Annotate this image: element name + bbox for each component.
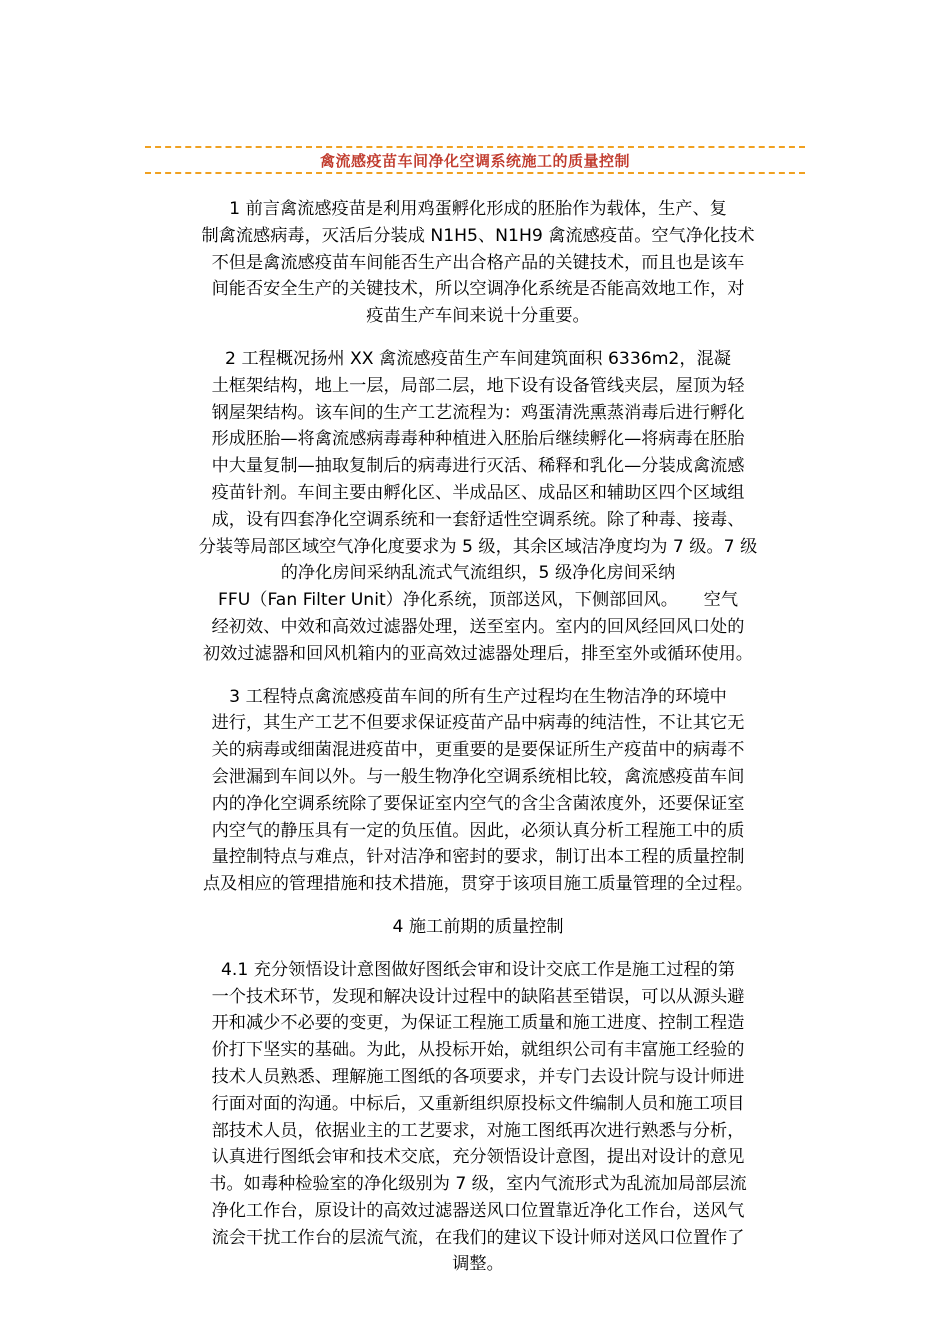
paragraph-line: FFU（Fan Filter Unit）净化系统，顶部送风，下侧部回风。 空气 — [217, 590, 739, 611]
document-body — [148, 196, 808, 1294]
paragraph-line: 进行，其生产工艺不但要求保证疫苗产品中病毒的纯洁性，不让其它无 — [211, 713, 745, 734]
title-top-rule — [145, 146, 805, 148]
paragraph-line: 疫苗生产车间来说十分重要。 — [366, 306, 590, 327]
paragraph-line: 土框架结构，地上一层，局部二层，地下设有设备管线夹层，屋顶为轻 — [211, 375, 745, 396]
paragraph-line: 初效过滤器和回风机箱内的亚高效过滤器处理后，排至室外或循环使用。 — [202, 643, 753, 664]
paragraph-line: 1 前言禽流感疫苗是利用鸡蛋孵化形成的胚胎作为载体，生产、复 — [229, 199, 727, 219]
paragraph-line: 分装等局部区域空气净化度要求为 5 级，其余区域洁净度均为 7 级。7 级 — [198, 536, 758, 557]
paragraph-line: 净化工作台，原设计的高效过滤器送风口位置靠近净化工作台，送风气 — [211, 1200, 745, 1221]
paragraph-line: 价打下坚实的基础。为此，从投标开始，就组织公司有丰富施工经验的 — [211, 1040, 745, 1061]
paragraph-line: 4.1 充分领悟设计意图做好图纸会审和设计交底工作是施工过程的第 — [220, 959, 736, 980]
paragraph-line: 3 工程特点禽流感疫苗车间的所有生产过程均在生物洁净的环境中 — [229, 686, 727, 707]
paragraph-line: 2 工程概况扬州 XX 禽流感疫苗生产车间建筑面积 6336m2，混凝 — [225, 348, 731, 369]
paragraph-line: 内的净化空调系统除了要保证室内空气的含尘含菌浓度外，还要保证室 — [211, 793, 745, 814]
paragraph-line: 不但是禽流感疫苗车间能否生产出合格产品的关键技术，而且也是该车 — [211, 252, 745, 273]
paragraph-line: 成，设有四套净化空调系统和一套舒适性空调系统。除了种毒、接毒、 — [211, 509, 745, 530]
paragraph-line: 认真进行图纸会审和技术交底，充分领悟设计意图，提出对设计的意见 — [211, 1147, 745, 1168]
paragraph-line: 行面对面的沟通。中标后，又重新组织原投标文件编制人员和施工项目 — [211, 1093, 745, 1114]
paragraph — [148, 684, 808, 898]
paragraph-line: 形成胚胎—将禽流感病毒毒种种植进入胚胎后继续孵化—将病毒在胚胎 — [211, 429, 745, 450]
paragraph-line: 的净化房间采纳乱流式气流组织，5 级净化房间采纳 — [280, 563, 676, 584]
document-title: 禽流感疫苗车间净化空调系统施工的质量控制 — [319, 152, 630, 170]
paragraph-line: 经初效、中效和高效过滤器处理，送至室内。室内的回风经回风口处的 — [211, 616, 745, 637]
paragraph-line: 中大量复制—抽取复制后的病毒进行灭活、稀释和乳化—分装成禽流感 — [211, 456, 745, 477]
paragraph — [148, 957, 808, 1279]
paragraph-line: 技术人员熟悉、理解施工图纸的各项要求，并专门去设计院与设计师进 — [211, 1066, 745, 1087]
paragraph-line: 会泄漏到车间以外。与一般生物净化空调系统相比较，禽流感疫苗车间 — [211, 766, 745, 787]
paragraph-line: 点及相应的管理措施和技术措施，贯穿于该项目施工质量管理的全过程。 — [202, 874, 753, 895]
paragraph — [148, 346, 808, 668]
paragraph — [148, 914, 808, 941]
paragraph-line: 关的病毒或细菌混进疫苗中，更重要的是要保证所生产疫苗中的病毒不 — [211, 740, 745, 761]
paragraph-line: 书。如毒种检验室的净化级别为 7 级，室内气流形式为乱流加局部层流 — [209, 1174, 747, 1195]
paragraph-line: 调整。 — [452, 1254, 504, 1275]
paragraph-line: 间能否安全生产的关键技术，所以空调净化系统是否能高效地工作，对 — [211, 279, 745, 300]
paragraph-line: 制禽流感病毒，灭活后分装成 N1H5、N1H9 禽流感疫苗。空气净化技术 — [201, 225, 755, 246]
paragraph-line: 流会干扰工作台的层流气流，在我们的建议下设计师对送风口位置作了 — [211, 1227, 745, 1248]
paragraph-line: 量控制特点与难点，针对洁净和密封的要求，制订出本工程的质量控制 — [211, 847, 745, 868]
paragraph-line: 内空气的静压具有一定的负压值。因此，必须认真分析工程施工中的质 — [211, 820, 745, 841]
title-bottom-rule — [145, 172, 805, 174]
paragraph-line: 开和减少不必要的变更，为保证工程施工质量和施工进度、控制工程造 — [211, 1013, 745, 1034]
paragraph — [148, 196, 808, 330]
paragraph-line: 4 施工前期的质量控制 — [392, 916, 564, 937]
paragraph-line: 部技术人员，依据业主的工艺要求，对施工图纸再次进行熟悉与分析， — [211, 1120, 745, 1141]
paragraph-line: 疫苗针剂。车间主要由孵化区、半成品区、成品区和辅助区四个区域组 — [211, 482, 745, 503]
paragraph-line: 钢屋架结构。该车间的生产工艺流程为：鸡蛋清洗熏蒸消毒后进行孵化 — [211, 402, 745, 423]
paragraph-line: 一个技术环节，发现和解决设计过程中的缺陷甚至错误，可以从源头避 — [211, 986, 745, 1007]
